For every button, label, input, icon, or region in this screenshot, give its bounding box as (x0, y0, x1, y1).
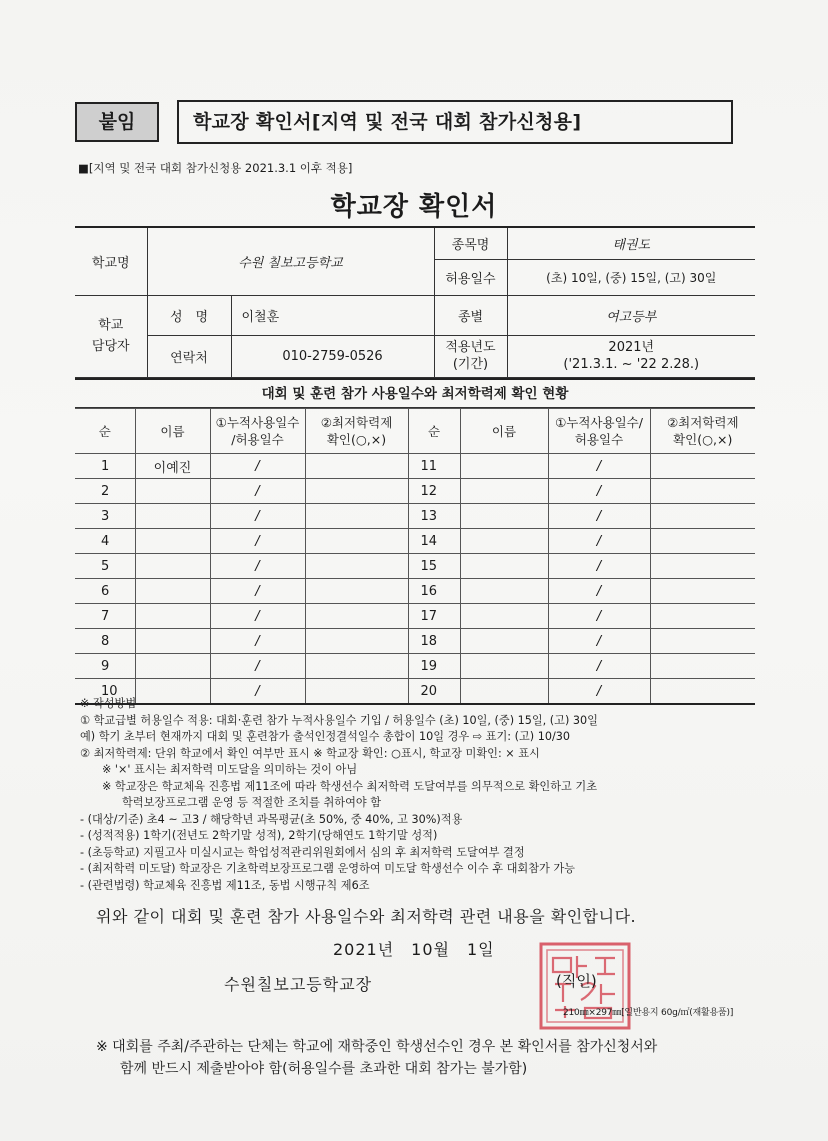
attachment-label: 붙임 (75, 102, 159, 142)
min-check-cell (305, 504, 408, 529)
student-name-right (460, 654, 548, 679)
table-row (75, 529, 755, 554)
row-number-right: 20 (408, 679, 460, 705)
col-header-days-line-2: /허용일수 (231, 432, 284, 447)
min-check-cell-right (650, 604, 755, 629)
days-cell: / (210, 579, 305, 604)
row-number: 7 (75, 604, 135, 629)
document-title-box: 학교장 확인서[지역 및 전국 대회 참가신청용] (177, 100, 733, 144)
min-check-cell-right (650, 504, 755, 529)
min-check-cell (305, 654, 408, 679)
contact-label: 연락처 (147, 335, 231, 377)
note-line: 예) 학기 초부터 현재까지 대회 및 훈련참가 출석인정결석일수 총합이 10일 경우 ⇨ 표기: (고) 10/30 (80, 730, 570, 743)
issue-date: 2021년 10월 1일 (333, 940, 495, 959)
manager-label-line-2: 담당자 (91, 339, 130, 354)
note-line: - (최저학력 미도달) 학교장은 기초학력보장프로그램 운영하여 미도달 학생선수 이수 후 대회참가 가능 (80, 862, 575, 875)
category-value: 여고등부 (507, 295, 755, 335)
days-cell-right: / (548, 504, 650, 529)
school-name-value: 수원 칠보고등학교 (147, 227, 434, 295)
row-number-right: 14 (408, 529, 460, 554)
paper-spec: 210㎜×297㎜[일반용지 60g/㎡(재활용품)] (563, 1008, 734, 1018)
footer-line-2: 함께 반드시 제출받아야 함(허용일수를 초과한 대회 참가는 불가함) (120, 1061, 528, 1077)
days-cell: / (210, 629, 305, 654)
min-check-cell (305, 479, 408, 504)
student-name (135, 579, 210, 604)
table-row (75, 554, 755, 579)
student-name-right (460, 454, 548, 479)
student-name-right (460, 529, 548, 554)
row-number: 2 (75, 479, 135, 504)
contact-value: 010-2759-0526 (231, 335, 434, 377)
min-check-cell-right (650, 654, 755, 679)
year-value-line-1: 2021년 (608, 340, 655, 355)
days-cell-right: / (548, 479, 650, 504)
col-header-days (210, 409, 305, 454)
row-number: 9 (75, 654, 135, 679)
min-check-cell (305, 554, 408, 579)
student-name (135, 604, 210, 629)
sport-value: 태권도 (507, 227, 755, 259)
days-cell-right: / (548, 529, 650, 554)
days-cell: / (210, 554, 305, 579)
note-line: ② 최저학력제: 단위 학교에서 확인 여부만 표시 ※ 학교장 확인: ○표시, 학교장 미확인: × 표시 (80, 746, 540, 760)
student-name-right (460, 554, 548, 579)
student-name (135, 504, 210, 529)
table-row (75, 479, 755, 504)
days-cell-right: / (548, 654, 650, 679)
student-name (135, 554, 210, 579)
days-cell-right: / (548, 454, 650, 479)
days-cell: / (210, 679, 305, 705)
manager-label (75, 295, 147, 377)
note-line: 학력보장프로그램 운영 등 적절한 조치를 취하여야 함 (122, 796, 382, 809)
min-check-cell-right (650, 554, 755, 579)
student-name (135, 479, 210, 504)
row-number-right: 11 (408, 454, 460, 479)
col-header-min-line-2: 확인(○,×) (326, 432, 387, 447)
table-row (75, 504, 755, 529)
year-label-line-2: (기간) (452, 357, 489, 372)
col-header-min-right (650, 409, 755, 454)
row-number-right: 16 (408, 579, 460, 604)
row-number: 6 (75, 579, 135, 604)
status-section-title: 대회 및 훈련 참가 사용일수와 최저학력제 확인 현황 (75, 378, 755, 408)
note-line: - (성적적용) 1학기(전년도 2학기말 성적), 2학기(당해연도 1학기말 성적) (80, 829, 438, 842)
days-cell: / (210, 604, 305, 629)
table-row (75, 579, 755, 604)
footer-line-1: ※ 대회를 주최/주관하는 단체는 학교에 재학중인 학생선수인 경우 본 확인서를 참가신청서와 (96, 1039, 658, 1055)
note-line: - (대상/기준) 초4 ~ 고3 / 해당학년 과목평균(초 50%, 중 40%, 고 30%)적용 (80, 812, 463, 826)
min-check-cell (305, 454, 408, 479)
table-row (75, 654, 755, 679)
school-name-label: 학교명 (75, 227, 147, 295)
min-check-cell (305, 579, 408, 604)
row-number-right: 17 (408, 604, 460, 629)
student-name (135, 654, 210, 679)
footer-note (96, 1036, 657, 1080)
col-header-days-right (548, 409, 650, 454)
col-header-min-right-line-2: 확인(○,×) (673, 432, 733, 447)
days-cell: / (210, 529, 305, 554)
student-name-right (460, 629, 548, 654)
row-number-right: 15 (408, 554, 460, 579)
student-name-right (460, 479, 548, 504)
year-value (507, 335, 755, 377)
days-cell: / (210, 454, 305, 479)
min-check-cell-right (650, 454, 755, 479)
days-cell-right: / (548, 579, 650, 604)
col-header-min-line-1: ②최저학력제 (320, 415, 393, 430)
student-name-right (460, 504, 548, 529)
principal-title: 수원칠보고등학교장 (224, 975, 373, 994)
allowed-days-label: 허용일수 (434, 259, 507, 295)
row-number-right: 18 (408, 629, 460, 654)
col-header-no-right: 순 (408, 409, 460, 454)
min-check-cell-right (650, 629, 755, 654)
days-cell: / (210, 479, 305, 504)
row-number: 8 (75, 629, 135, 654)
min-check-cell-right (650, 479, 755, 504)
student-name-right (460, 604, 548, 629)
row-number: 10 (75, 679, 135, 705)
instructions (80, 696, 770, 894)
row-number: 1 (75, 454, 135, 479)
col-header-min (305, 409, 408, 454)
row-number-right: 13 (408, 504, 460, 529)
row-number-right: 19 (408, 654, 460, 679)
manager-label-line-1: 학교 (98, 318, 124, 333)
min-check-cell-right (650, 529, 755, 554)
student-name: 이예진 (135, 454, 210, 479)
sport-label: 종목명 (434, 227, 507, 259)
apply-note: ■[지역 및 전국 대회 참가신청용 2021.3.1 이후 적용] (78, 161, 353, 175)
table-row (75, 604, 755, 629)
days-cell-right: / (548, 629, 650, 654)
category-label: 종별 (434, 295, 507, 335)
note-line: - (관련법령) 학교체육 진흥법 제11조, 동법 시행규칙 제6조 (80, 878, 370, 892)
days-cell: / (210, 504, 305, 529)
col-header-days-right-line-1: ①누적사용일수/ (555, 415, 643, 430)
days-cell-right: / (548, 679, 650, 705)
min-check-cell (305, 529, 408, 554)
note-line: - (초등학교) 지필고사 미실시교는 학업성적관리위원회에서 심의 후 최저학력 도달여부 결정 (80, 845, 525, 859)
table-row (75, 454, 755, 479)
days-cell-right: / (548, 554, 650, 579)
col-header-name-right: 이름 (460, 409, 548, 454)
row-number: 4 (75, 529, 135, 554)
col-header-days-right-line-2: 허용일수 (574, 432, 624, 447)
note-line: ① 학교급별 허용일수 적용: 대회·훈련 참가 누적사용일수 기입 / 허용일수 (초) 10일, (중) 15일, (고) 30일 (80, 713, 598, 727)
days-cell-right: / (548, 604, 650, 629)
main-title: 학교장 확인서 (330, 192, 498, 222)
student-name-right (460, 579, 548, 604)
row-number: 3 (75, 504, 135, 529)
student-name (135, 629, 210, 654)
note-line: ※ '×' 표시는 최저학력 미도달을 의미하는 것이 아님 (102, 763, 358, 776)
year-label (434, 335, 507, 377)
name-value: 이철훈 (231, 295, 434, 335)
row-number-right: 12 (408, 479, 460, 504)
col-header-min-right-line-1: ②최저학력제 (666, 415, 739, 430)
table-row (75, 629, 755, 654)
min-check-cell-right (650, 579, 755, 604)
note-line: ※ 학교장은 학교체육 진흥법 제11조에 따라 학생선수 최저학력 도달여부를 의무적으로 확인하고 기초 (102, 779, 598, 793)
col-header-days-line-1: ①누적사용일수 (215, 415, 300, 430)
min-check-cell (305, 629, 408, 654)
status-table (75, 408, 755, 705)
note-line: ※ 작성방법 (80, 697, 137, 710)
days-cell: / (210, 654, 305, 679)
student-name (135, 529, 210, 554)
seal-label: (직인) (556, 972, 597, 990)
info-table (75, 226, 755, 378)
col-header-no: 순 (75, 409, 135, 454)
year-label-line-1: 적용년도 (445, 340, 496, 355)
name-label: 성 명 (147, 295, 231, 335)
row-number: 5 (75, 554, 135, 579)
min-check-cell (305, 604, 408, 629)
col-header-name: 이름 (135, 409, 210, 454)
allowed-days-value: (초) 10일, (중) 15일, (고) 30일 (507, 259, 755, 295)
year-value-line-2: ('21.3.1. ~ '22 2.28.) (563, 357, 700, 372)
confirmation-statement: 위와 같이 대회 및 훈련 참가 사용일수와 최저학력 관련 내용을 확인합니다. (96, 907, 637, 926)
